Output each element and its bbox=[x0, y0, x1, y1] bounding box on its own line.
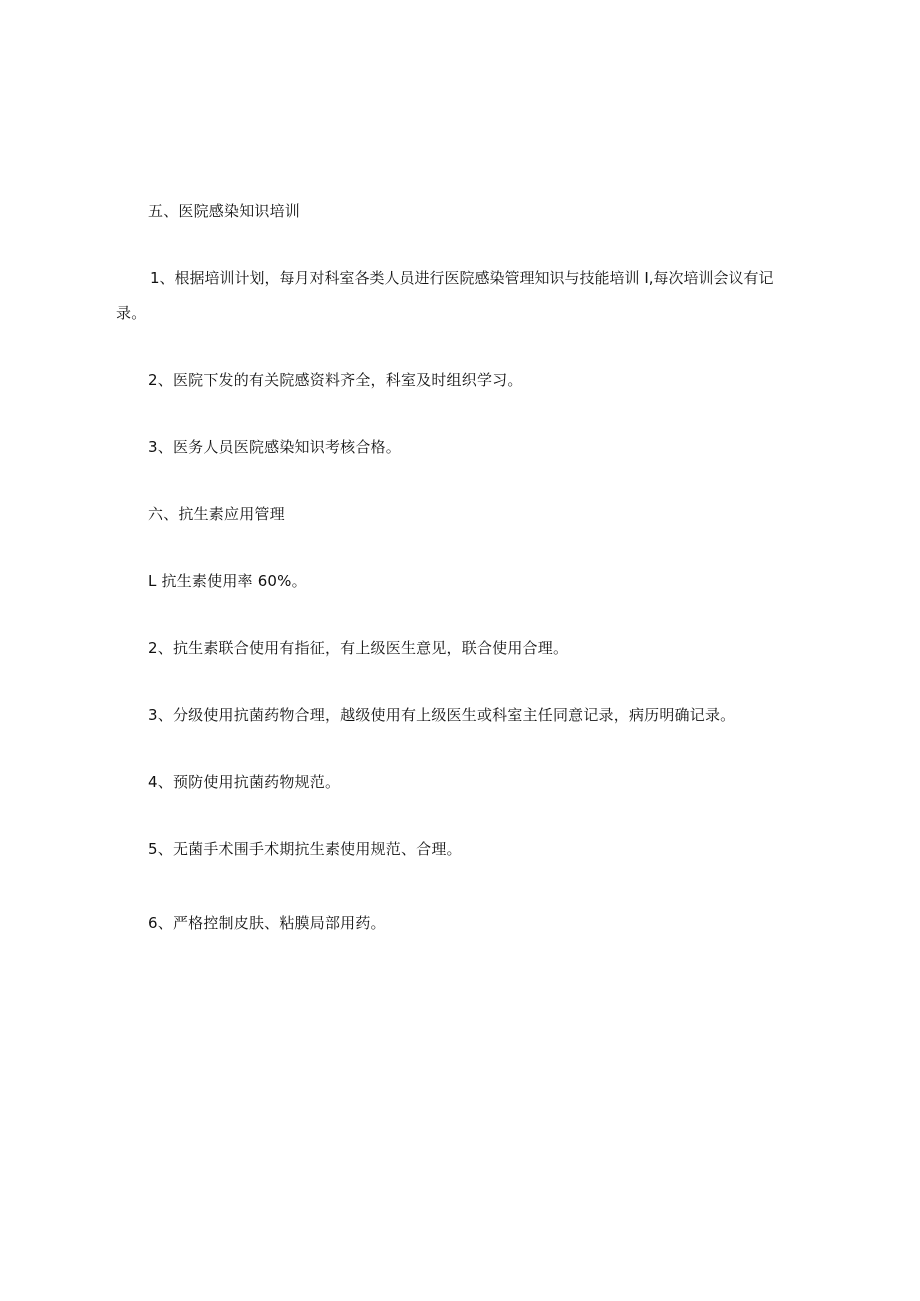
section-6-heading: 六、抗生素应用管理 bbox=[148, 505, 285, 523]
section-6-item-6: 6、严格控制皮肤、粘膜局部用药。 bbox=[148, 914, 386, 932]
section-5-item-1-line-1: 1、根据培训计划，每月对科室各类人员进行医院感染管理知识与技能培训 I,每次培训会议有记 bbox=[150, 269, 774, 287]
section-5-heading: 五、医院感染知识培训 bbox=[148, 202, 301, 220]
section-6-item-2: 2、抗生素联合使用有指征，有上级医生意见，联合使用合理。 bbox=[148, 639, 569, 657]
section-5-item-1-line-2: 录。 bbox=[116, 304, 147, 322]
section-6-item-4: 4、预防使用抗菌药物规范。 bbox=[148, 773, 341, 791]
section-5-item-3: 3、医务人员医院感染知识考核合格。 bbox=[148, 438, 401, 456]
section-6-item-3: 3、分级使用抗菌药物合理，越级使用有上级医生或科室主任同意记录，病历明确记录。 bbox=[148, 706, 736, 724]
section-5-item-2: 2、医院下发的有关院感资料齐全，科室及时组织学习。 bbox=[148, 371, 523, 389]
section-6-item-1: L 抗生素使用率 60%。 bbox=[148, 572, 307, 590]
section-6-item-5: 5、无菌手术围手术期抗生素使用规范、合理。 bbox=[148, 840, 462, 858]
